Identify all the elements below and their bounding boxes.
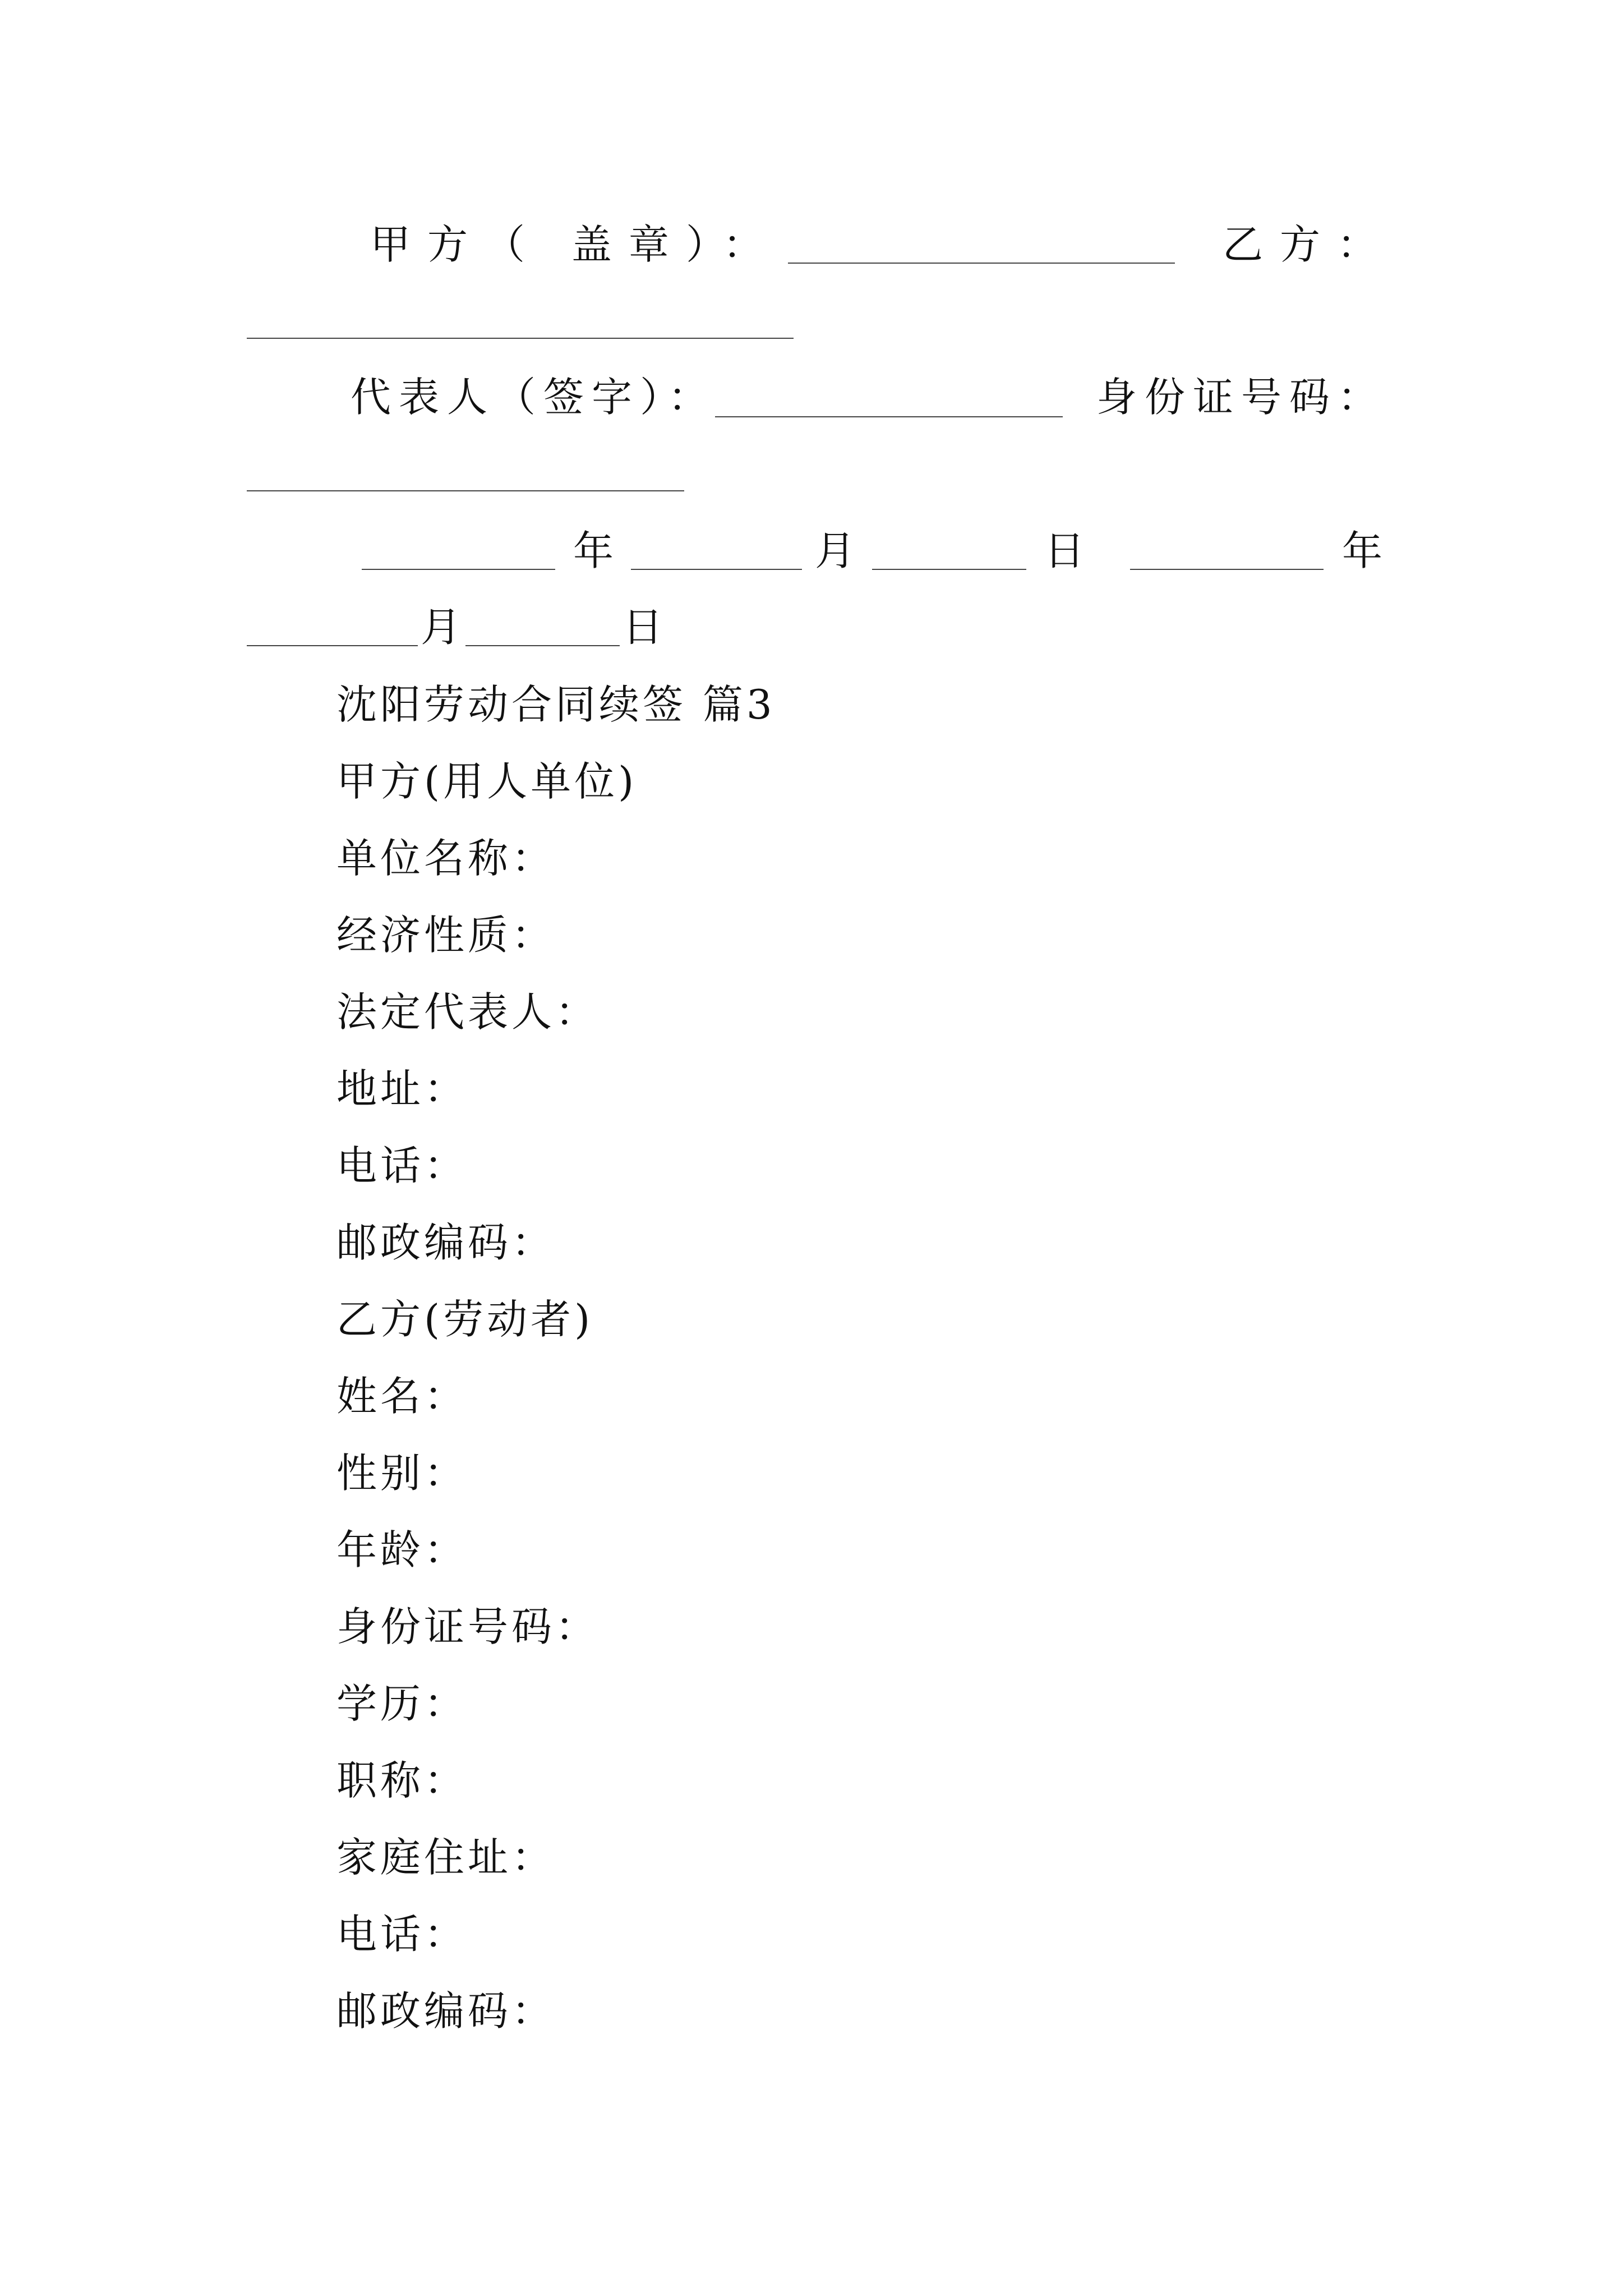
party-b-blank[interactable] [247,338,794,339]
party-b-heading: 乙方(劳动者) [336,1296,594,1343]
date-a-day-label: 日 [1044,527,1085,574]
date-b-month-label: 月 [421,604,462,651]
party-b-field: 邮政编码： [336,1987,556,2035]
party-a-field: 经济性质： [336,912,556,959]
party-b-field: 年龄： [336,1526,468,1573]
representative-label: 代表人（签字）： [351,374,717,421]
party-b-field: 电话： [336,1911,468,1958]
id-number-blank[interactable] [247,490,684,491]
party-b-field: 姓名： [336,1373,468,1420]
party-a-field: 电话： [336,1142,468,1189]
party-b-field: 身份证号码： [336,1603,600,1650]
party-a-seal-blank[interactable] [788,263,1175,264]
date-a-month-label: 月 [815,527,856,574]
party-b-field: 学历： [336,1680,468,1727]
date-a-day-blank[interactable] [872,569,1026,570]
id-number-label: 身份证号码： [1096,374,1386,421]
party-b-field: 职称： [336,1757,468,1804]
party-a-field: 单位名称： [336,835,556,882]
date-b-day-label: 日 [623,604,663,651]
party-a-field: 地址： [336,1065,468,1112]
party-b-label: 乙方： [1223,221,1395,268]
section-title: 沈阳劳动合同续签 篇3 [336,681,776,728]
party-a-seal-label: 甲方（ 盖章）： [370,221,780,268]
date-b-month-blank[interactable] [247,645,418,646]
date-a-month-blank[interactable] [631,569,802,570]
party-a-field: 法定代表人： [336,988,600,1036]
date-a-year-blank[interactable] [362,569,555,570]
date-b-year-label: 年 [1342,527,1383,574]
date-b-year-blank[interactable] [1130,569,1324,570]
date-a-year-label: 年 [573,527,614,574]
representative-blank[interactable] [715,416,1063,417]
date-b-day-blank[interactable] [465,645,620,646]
party-a-field: 邮政编码： [336,1219,556,1266]
party-b-field: 性别： [336,1450,468,1497]
party-a-heading: 甲方(用人单位) [336,758,638,805]
party-b-field: 家庭住址： [336,1834,556,1881]
